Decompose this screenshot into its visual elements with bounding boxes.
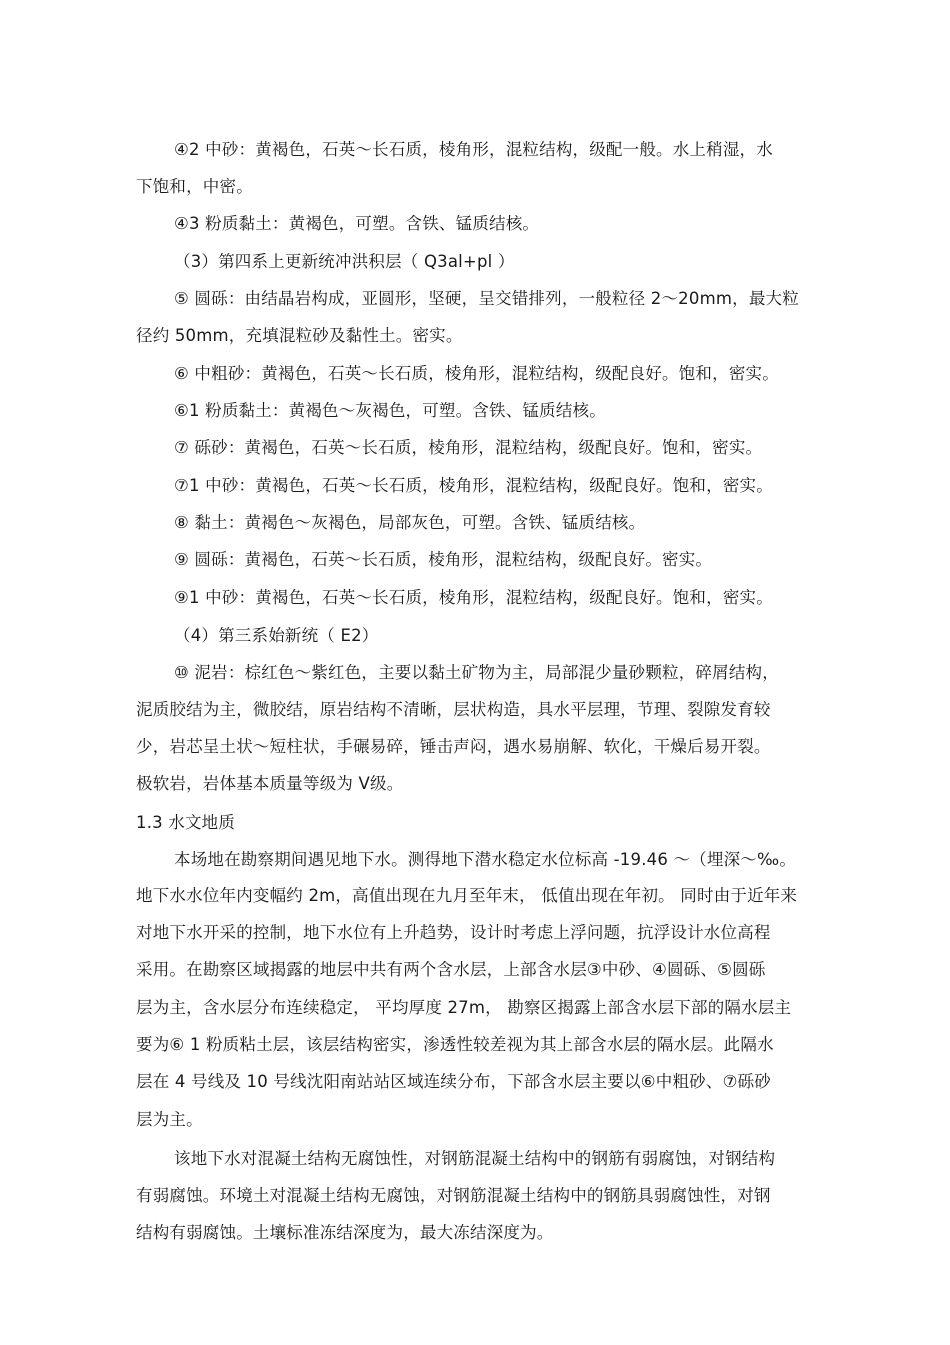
paragraph-line: ⑦1 中砂：黄褐色，石英～长石质，棱角形，混粒结构，级配良好。饱和，密实。 bbox=[174, 476, 773, 495]
paragraph-line: ⑩ 泥岩：棕红色～紫红色，主要以黏土矿物为主，局部混少量砂颗粒，碎屑结构， bbox=[174, 663, 779, 682]
paragraph-line: 泥质胶结为主，微胶结，原岩结构不清晰，层状构造，具水平层理，节理、裂隙发育较 bbox=[136, 700, 771, 719]
paragraph-line: ④3 粉质黏土：黄褐色，可塑。含铁、锰质结核。 bbox=[174, 214, 540, 233]
paragraph-line: 径约 50mm，充填混粒砂及黏性土。密实。 bbox=[136, 326, 463, 345]
paragraph-line: ⑨ 圆砾：黄褐色，石英～长石质，棱角形，混粒结构，级配良好。密实。 bbox=[174, 550, 713, 569]
paragraph-line: 少，岩芯呈土状～短柱状，手碾易碎，锤击声闷，遇水易崩解、软化，干燥后易开裂。 bbox=[136, 737, 771, 756]
paragraph-line: ⑥1 粉质黏土：黄褐色～灰褐色，可塑。含铁、锰质结核。 bbox=[174, 401, 606, 420]
section-heading: （3）第四系上更新统冲洪积层（ Q3al+pl ） bbox=[174, 252, 515, 271]
paragraph-line: 层为主，含水层分布连续稳定， 平均厚度 27m， 勘察区揭露上部含水层下部的隔水层主 bbox=[136, 998, 792, 1017]
paragraph-line: 要为⑥ 1 粉质粘土层，该层结构密实，渗透性较差视为其上部含水层的隔水层。此隔水 bbox=[136, 1035, 774, 1054]
paragraph-line: ⑨1 中砂：黄褐色，石英～长石质，棱角形，混粒结构，级配良好。饱和，密实。 bbox=[174, 588, 773, 607]
paragraph-line: 结构有弱腐蚀。土壤标准冻结深度为，最大冻结深度为。 bbox=[136, 1223, 554, 1242]
paragraph-line: 极软岩，岩体基本质量等级为 V级。 bbox=[136, 774, 404, 793]
paragraph-line: 采用。在勘察区域揭露的地层中共有两个含水层，上部含水层③中砂、④圆砾、⑤圆砾 bbox=[136, 960, 766, 979]
paragraph-line: ⑥ 中粗砂：黄褐色，石英～长石质，棱角形，混粒结构，级配良好。饱和，密实。 bbox=[174, 364, 779, 383]
paragraph-line: 下饱和，中密。 bbox=[136, 177, 253, 196]
paragraph-line: 层在 4 号线及 10 号线沈阳南站站区域连续分布，下部含水层主要以⑥中粗砂、⑦砾砂 bbox=[136, 1072, 771, 1091]
paragraph-line: 有弱腐蚀。环境土对混凝土结构无腐蚀，对钢筋混凝土结构中的钢筋具弱腐蚀性，对钢 bbox=[136, 1186, 771, 1205]
paragraph-line: 该地下水对混凝土结构无腐蚀性，对钢筋混凝土结构中的钢筋有弱腐蚀，对钢结构 bbox=[174, 1149, 776, 1168]
paragraph-line: 对地下水开采的控制，地下水位有上升趋势，设计时考虑上浮问题，抗浮设计水位高程 bbox=[136, 923, 771, 942]
section-heading: 1.3 水文地质 bbox=[136, 813, 236, 832]
section-heading: （4）第三系始新统（ E2） bbox=[174, 626, 379, 645]
paragraph-line: 地下水水位年内变幅约 2m，高值出现在九月至年末， 低值出现在年初。 同时由于近年来 bbox=[136, 886, 798, 905]
paragraph-line: ⑧ 黏土：黄褐色～灰褐色，局部灰色，可塑。含铁、锰质结核。 bbox=[174, 513, 646, 532]
paragraph-line: 层为主。 bbox=[136, 1110, 203, 1129]
paragraph-line: ④2 中砂：黄褐色，石英～长石质，棱角形，混粒结构，级配一般。水上稍湿，水 bbox=[174, 140, 773, 159]
paragraph-line: ⑦ 砾砂：黄褐色，石英～长石质，棱角形，混粒结构，级配良好。饱和，密实。 bbox=[174, 438, 763, 457]
paragraph-line: ⑤ 圆砾：由结晶岩构成，亚圆形，坚硬，呈交错排列，一般粒径 2～20mm，最大粒 bbox=[174, 289, 799, 308]
paragraph-line: 本场地在勘察期间遇见地下水。测得地下潜水稳定水位标高 -19.46 ～（埋深～‰。 bbox=[174, 850, 797, 869]
